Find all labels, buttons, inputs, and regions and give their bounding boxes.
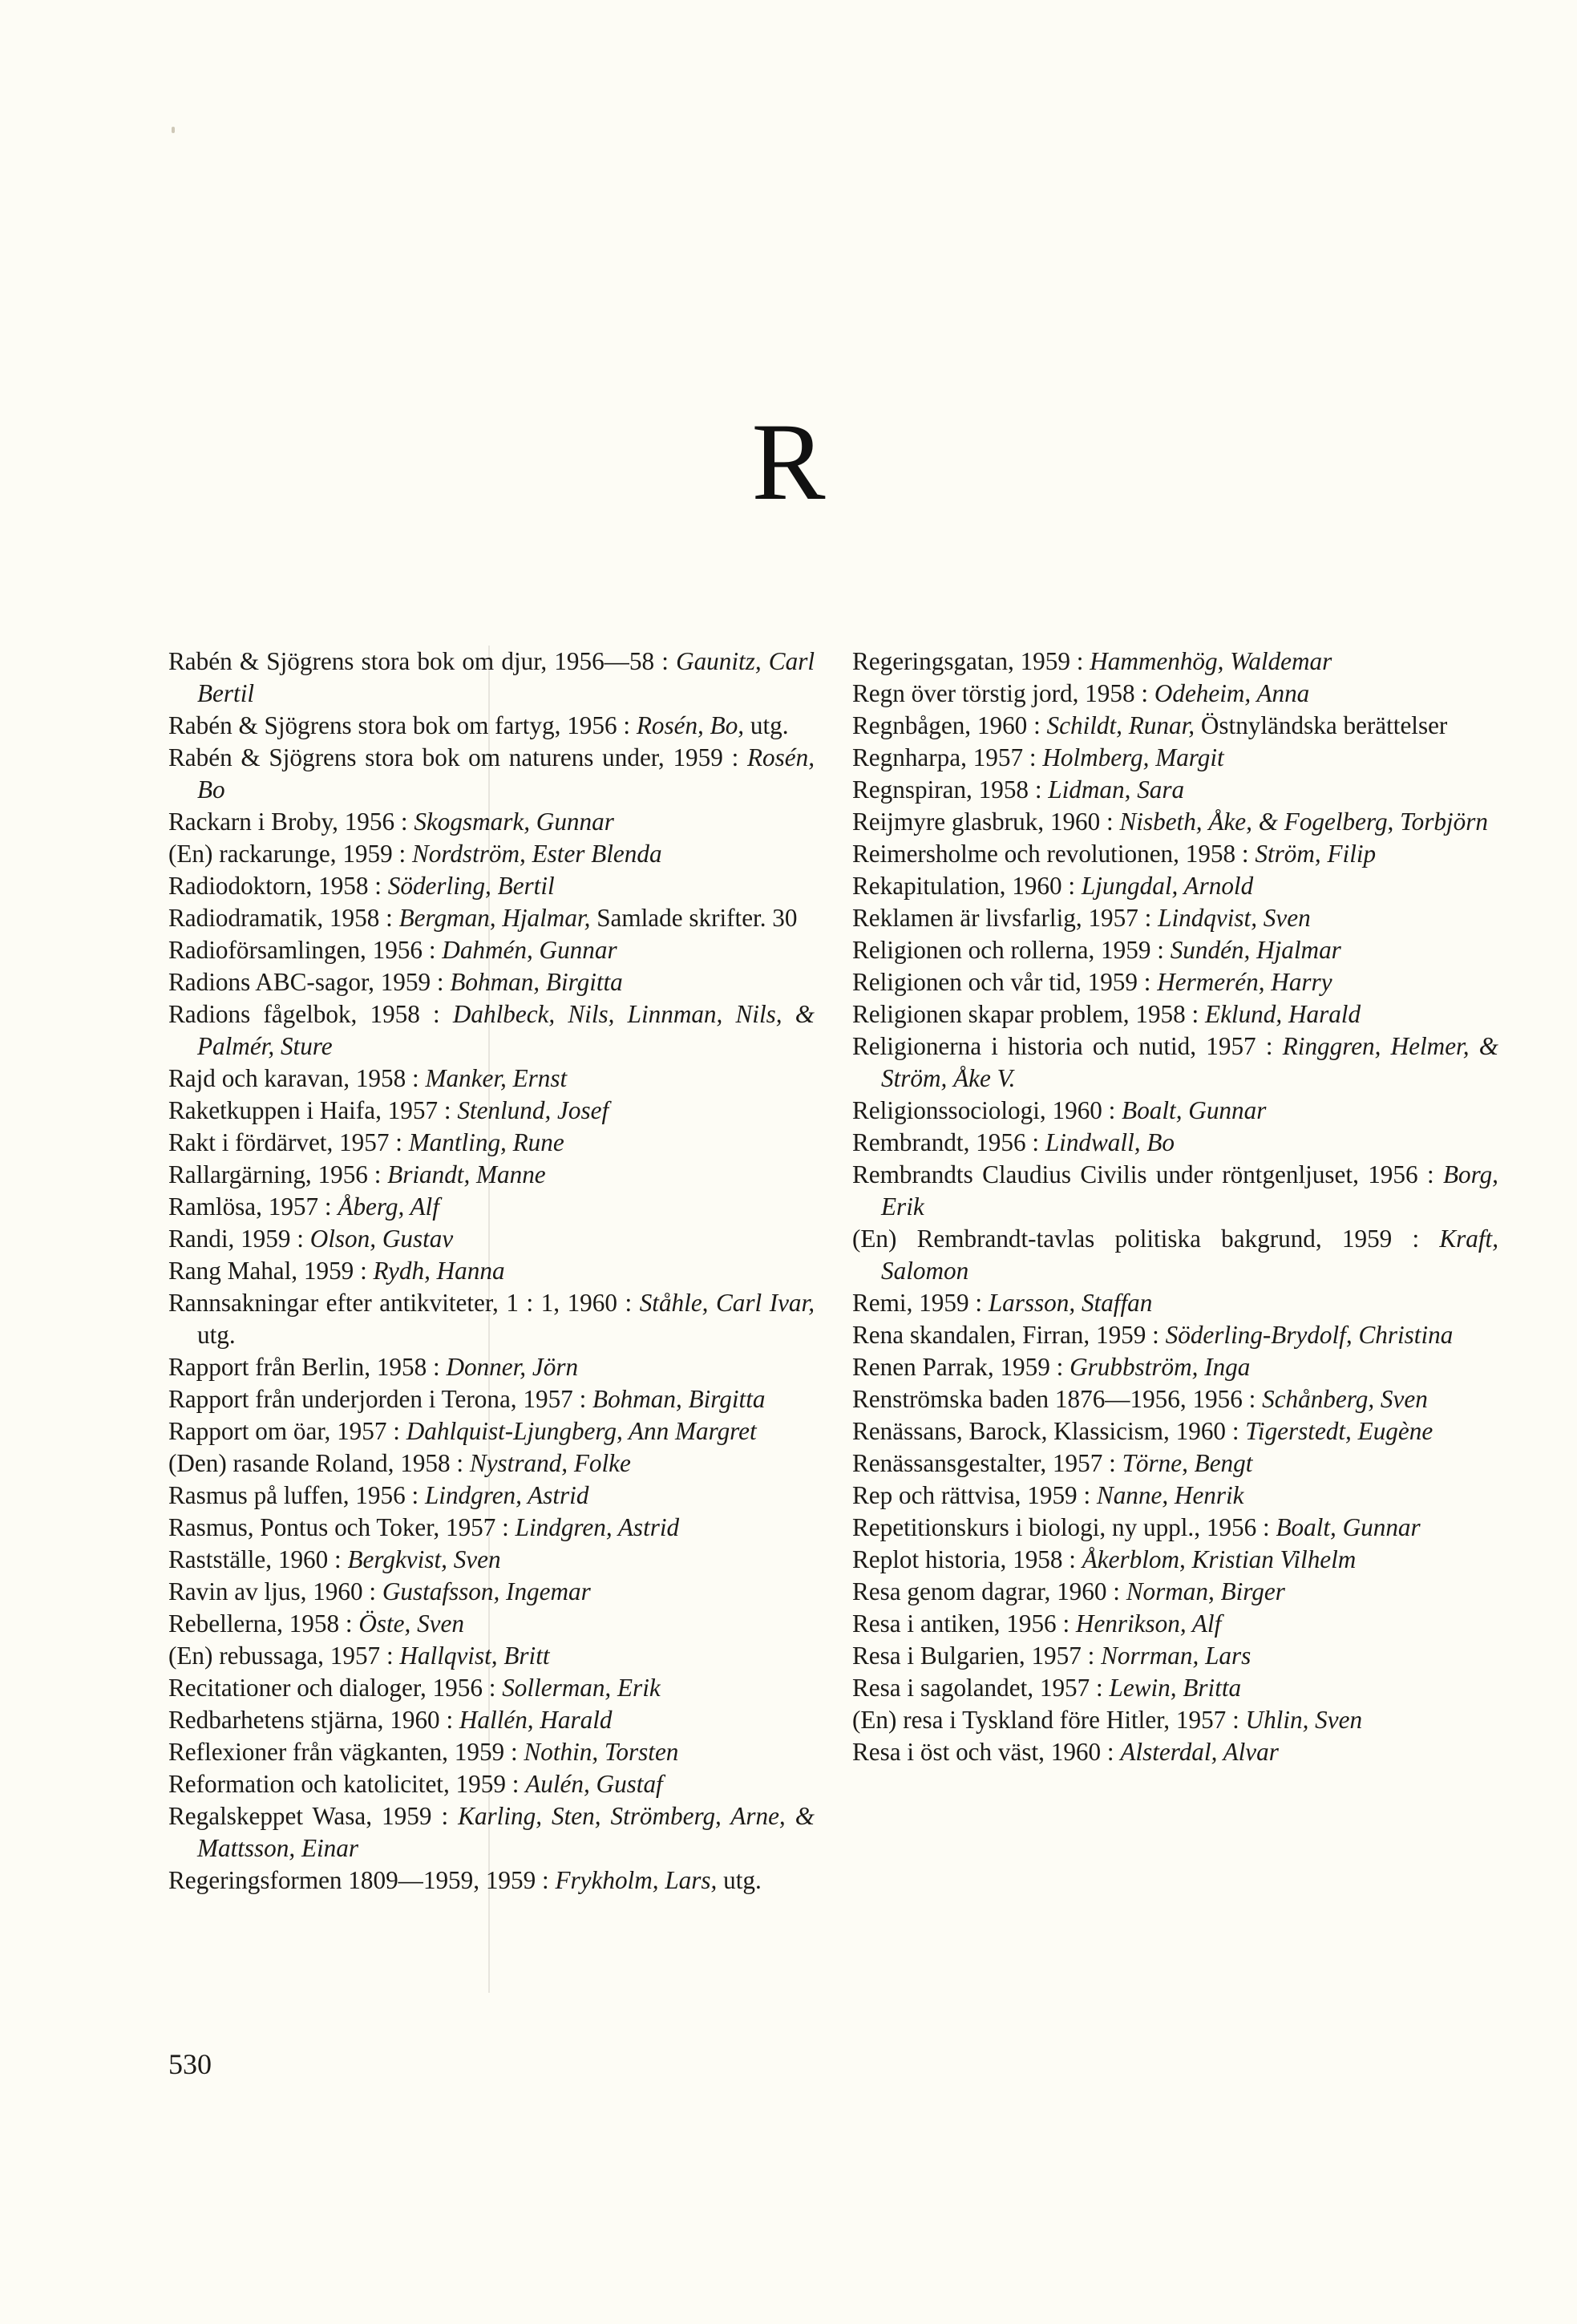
entry-note: utg.	[723, 1866, 762, 1894]
entry-title: Rasmus på luffen, 1956	[168, 1481, 406, 1509]
stray-mark	[172, 127, 175, 133]
entry-title: Rapport om öar, 1957	[168, 1417, 387, 1445]
index-entry: Regalskeppet Wasa, 1959 : Karling, Sten, Strömberg, Arne, & Mattsson, Einar	[168, 1802, 815, 1862]
entry-author: Frykholm, Lars,	[555, 1866, 718, 1894]
entry-author: Uhlin, Sven	[1245, 1706, 1363, 1734]
index-entry: Ramlösa, 1957 : Åberg, Alf	[168, 1192, 439, 1221]
entry-title: Rastställe, 1960	[168, 1545, 329, 1573]
entry-note: Östnyländska berättelser	[1200, 711, 1448, 739]
entry-title: Rang Mahal, 1959	[168, 1257, 354, 1285]
index-entry: Rajd och karavan, 1958 : Manker, Ernst	[168, 1064, 568, 1092]
entry-title: Ravin av ljus, 1960	[168, 1577, 363, 1605]
entry-title: Repetitionskurs i biologi, ny uppl., 1956	[852, 1513, 1257, 1541]
entry-author: Nystrand, Folke	[469, 1449, 631, 1477]
entry-author: Nisbeth, Åke, & Fogelberg, Torbjörn	[1119, 808, 1488, 836]
entry-author: Dahlquist-Ljungberg, Ann Margret	[406, 1417, 757, 1445]
entry-author: Bergkvist, Sven	[347, 1545, 501, 1573]
entry-author: Bohman, Birgitta	[592, 1385, 766, 1413]
entry-title: Religionssociologi, 1960	[852, 1096, 1102, 1124]
index-entry: Reflexioner från vägkanten, 1959 : Nothin, Torsten	[168, 1738, 679, 1766]
entry-title: Resa i Bulgarien, 1957	[852, 1642, 1082, 1670]
index-entry: Religionerna i historia och nutid, 1957 : Ringgren, Helmer, & Ström, Åke V.	[852, 1032, 1498, 1092]
entry-title: (En) rackarunge, 1959	[168, 840, 393, 868]
entry-title: (Den) rasande Roland, 1958	[168, 1449, 451, 1477]
index-entry: Rapport från Berlin, 1958 : Donner, Jörn	[168, 1353, 579, 1381]
index-entry: Rakt i fördärvet, 1957 : Mantling, Rune	[168, 1128, 564, 1156]
entry-author: Aulén, Gustaf	[525, 1770, 663, 1798]
entry-title: Religionen och vår tid, 1959	[852, 968, 1138, 996]
entry-author: Kraft, Salomon	[881, 1225, 1498, 1285]
index-entry: Resa i Bulgarien, 1957 : Norrman, Lars	[852, 1642, 1251, 1670]
index-entry: Rapport om öar, 1957 : Dahlquist-Ljungberg, Ann Margret	[168, 1417, 757, 1445]
index-entry: Rasmus, Pontus och Toker, 1957 : Lindgren, Astrid	[168, 1513, 680, 1541]
index-entry: Radions fågelbok, 1958 : Dahlbeck, Nils, Linnman, Nils, & Palmér, Sture	[168, 1000, 815, 1060]
entry-title: Rabén & Sjögrens stora bok om djur, 1956—58	[168, 647, 655, 675]
index-entry: (En) rackarunge, 1959 : Nordström, Ester Blenda	[168, 840, 662, 868]
index-entry: Rembrandts Claudius Civilis under röntgenljuset, 1956 : Borg, Erik	[852, 1160, 1498, 1221]
index-entry: Resa i öst och väst, 1960 : Alsterdal, Alvar	[852, 1738, 1279, 1766]
index-entry: Religionen och vår tid, 1959 : Hermerén, Harry	[852, 968, 1332, 996]
entry-title: Regnharpa, 1957	[852, 743, 1024, 771]
index-entry: Renen Parrak, 1959 : Grubbström, Inga	[852, 1353, 1251, 1381]
entry-author: Briandt, Manne	[387, 1160, 546, 1188]
entry-author: Hallqvist, Britt	[399, 1642, 550, 1670]
entry-author: Dahlbeck, Nils, Linnman, Nils, & Palmér, Sture	[197, 1000, 815, 1060]
entry-title: Rasmus, Pontus och Toker, 1957	[168, 1513, 496, 1541]
index-entry: Regnspiran, 1958 : Lidman, Sara	[852, 775, 1185, 804]
entry-title: Regeringsgatan, 1959	[852, 647, 1070, 675]
entry-author: Sundén, Hjalmar	[1170, 936, 1341, 964]
entry-author: Hammenhög, Waldemar	[1090, 647, 1332, 675]
index-entry: Renässansgestalter, 1957 : Törne, Bengt	[852, 1449, 1253, 1477]
entry-author: Grubbström, Inga	[1070, 1353, 1251, 1381]
index-entry: (En) rebussaga, 1957 : Hallqvist, Britt	[168, 1642, 550, 1670]
index-entry: Rembrandt, 1956 : Lindwall, Bo	[852, 1128, 1175, 1156]
entry-author: Nothin, Torsten	[524, 1738, 679, 1766]
entry-author: Bohman, Birgitta	[450, 968, 623, 996]
entry-title: Rabén & Sjögrens stora bok om fartyg, 1956	[168, 711, 617, 739]
index-entry: Regn över törstig jord, 1958 : Odeheim, Anna	[852, 679, 1310, 707]
index-entry: Religionssociologi, 1960 : Boalt, Gunnar	[852, 1096, 1267, 1124]
entry-title: Radions ABC-sagor, 1959	[168, 968, 431, 996]
index-entry: Raketkuppen i Haifa, 1957 : Stenlund, Josef	[168, 1096, 609, 1124]
entry-author: Ljungdal, Arnold	[1081, 872, 1254, 900]
entry-author: Öste, Sven	[358, 1609, 464, 1638]
section-letter: R	[751, 400, 826, 524]
entry-title: (En) Rembrandt-tavlas politiska bakgrund, 1959	[852, 1225, 1393, 1253]
entry-author: Rydh, Hanna	[373, 1257, 505, 1285]
entry-author: Schildt, Runar,	[1046, 711, 1195, 739]
entry-title: Radiodramatik, 1958	[168, 904, 380, 932]
index-entry: Rabén & Sjögrens stora bok om djur, 1956—58 : Gaunitz, Carl Bertil	[168, 647, 815, 707]
index-entry: (En) resa i Tyskland före Hitler, 1957 : Uhlin, Sven	[852, 1706, 1363, 1734]
entry-author: Gaunitz, Carl Bertil	[197, 647, 815, 707]
entry-author: Nanne, Henrik	[1096, 1481, 1244, 1509]
index-entry: Rapport från underjorden i Terona, 1957 : Bohman, Birgitta	[168, 1385, 766, 1413]
index-entry: Reijmyre glasbruk, 1960 : Nisbeth, Åke, & Fogelberg, Torbjörn	[852, 808, 1488, 836]
entry-author: Manker, Ernst	[425, 1064, 568, 1092]
index-entry: Resa i sagolandet, 1957 : Lewin, Britta	[852, 1674, 1242, 1702]
entry-author: Norrman, Lars	[1101, 1642, 1251, 1670]
entry-title: Rembrandt, 1956	[852, 1128, 1026, 1156]
index-entry: Rang Mahal, 1959 : Rydh, Hanna	[168, 1257, 505, 1285]
entry-title: Rena skandalen, Firran, 1959	[852, 1321, 1146, 1349]
entry-title: Replot historia, 1958	[852, 1545, 1063, 1573]
entry-title: Radiodoktorn, 1958	[168, 872, 369, 900]
entry-title: Randi, 1959	[168, 1225, 291, 1253]
entry-note: utg.	[197, 1321, 236, 1349]
index-entry: Rebellerna, 1958 : Öste, Sven	[168, 1609, 464, 1638]
entry-title: Radioförsamlingen, 1956	[168, 936, 423, 964]
index-entry: Radiodoktorn, 1958 : Söderling, Bertil	[168, 872, 555, 900]
entry-author: Söderling-Brydolf, Christina	[1165, 1321, 1454, 1349]
entry-author: Stenlund, Josef	[457, 1096, 609, 1124]
entry-author: Sollerman, Erik	[502, 1674, 661, 1702]
index-entry: Resa i antiken, 1956 : Henrikson, Alf	[852, 1609, 1222, 1638]
entry-title: (En) rebussaga, 1957	[168, 1642, 381, 1670]
entry-title: Regeringsformen 1809—1959, 1959	[168, 1866, 536, 1894]
index-entry: Rannsakningar efter antikviteter, 1 : 1, 1960 : Ståhle, Carl Ivar, utg.	[168, 1289, 815, 1349]
entry-author: Boalt, Gunnar	[1276, 1513, 1421, 1541]
index-entry: Reformation och katolicitet, 1959 : Aulén, Gustaf	[168, 1770, 663, 1798]
index-entry: Rabén & Sjögrens stora bok om fartyg, 1956 : Rosén, Bo, utg.	[168, 711, 789, 739]
entry-author: Larsson, Staffan	[988, 1289, 1153, 1317]
entry-title: Rembrandts Claudius Civilis under röntgenljuset, 1956	[852, 1160, 1418, 1188]
entry-author: Mantling, Rune	[408, 1128, 564, 1156]
index-entry: Rabén & Sjögrens stora bok om naturens under, 1959 : Rosén, Bo	[168, 743, 815, 804]
index-entry: Rekapitulation, 1960 : Ljungdal, Arnold	[852, 872, 1254, 900]
entry-author: Lidman, Sara	[1048, 775, 1185, 804]
index-entry: Remi, 1959 : Larsson, Staffan	[852, 1289, 1153, 1317]
entry-author: Alsterdal, Alvar	[1120, 1738, 1279, 1766]
index-entry: Religionen och rollerna, 1959 : Sundén, Hjalmar	[852, 936, 1341, 964]
index-entry: Rasmus på luffen, 1956 : Lindgren, Astrid	[168, 1481, 589, 1509]
right-column	[852, 646, 1498, 1768]
entry-title: Religionen och rollerna, 1959	[852, 936, 1151, 964]
entry-author: Odeheim, Anna	[1154, 679, 1310, 707]
entry-title: Reklamen är livsfarlig, 1957	[852, 904, 1138, 932]
entry-title: Rannsakningar efter antikviteter, 1 : 1, 1960	[168, 1289, 617, 1317]
entry-author: Gustafsson, Ingemar	[382, 1577, 591, 1605]
entry-title: Rapport från Berlin, 1958	[168, 1353, 427, 1381]
entry-author: Donner, Jörn	[446, 1353, 579, 1381]
index-entry: Rastställe, 1960 : Bergkvist, Sven	[168, 1545, 501, 1573]
entry-title: Rajd och karavan, 1958	[168, 1064, 406, 1092]
index-entry: Regeringsgatan, 1959 : Hammenhög, Waldemar	[852, 647, 1332, 675]
entry-title: Rackarn i Broby, 1956	[168, 808, 395, 836]
entry-title: Renässans, Barock, Klassicism, 1960	[852, 1417, 1227, 1445]
entry-title: Regn över törstig jord, 1958	[852, 679, 1135, 707]
entry-author: Olson, Gustav	[309, 1225, 454, 1253]
entry-title: Remi, 1959	[852, 1289, 969, 1317]
entry-title: Resa i sagolandet, 1957	[852, 1674, 1090, 1702]
entry-author: Lindqvist, Sven	[1158, 904, 1311, 932]
entry-author: Åberg, Alf	[338, 1192, 439, 1221]
entry-author: Skogsmark, Gunnar	[414, 808, 614, 836]
index-entry: Renströmska baden 1876—1956, 1956 : Schånberg, Sven	[852, 1385, 1428, 1413]
entry-author: Lewin, Britta	[1109, 1674, 1242, 1702]
entry-title: Rebellerna, 1958	[168, 1609, 340, 1638]
entry-title: Renen Parrak, 1959	[852, 1353, 1050, 1381]
index-entry: Radions ABC-sagor, 1959 : Bohman, Birgitta	[168, 968, 623, 996]
index-entry: (Den) rasande Roland, 1958 : Nystrand, Folke	[168, 1449, 631, 1477]
index-entry: Rep och rättvisa, 1959 : Nanne, Henrik	[852, 1481, 1244, 1509]
entry-title: Rekapitulation, 1960	[852, 872, 1062, 900]
index-entry: Radioförsamlingen, 1956 : Dahmén, Gunnar	[168, 936, 617, 964]
index-entry: Reimersholme och revolutionen, 1958 : Ström, Filip	[852, 840, 1377, 868]
entry-note: utg.	[750, 711, 789, 739]
index-entry: Randi, 1959 : Olson, Gustav	[168, 1225, 454, 1253]
entry-title: Resa i öst och väst, 1960	[852, 1738, 1102, 1766]
index-entry: Repetitionskurs i biologi, ny uppl., 1956 : Boalt, Gunnar	[852, 1513, 1421, 1541]
entry-title: Rep och rättvisa, 1959	[852, 1481, 1078, 1509]
index-entry: (En) Rembrandt-tavlas politiska bakgrund, 1959 : Kraft, Salomon	[852, 1225, 1498, 1285]
index-entry: Renässans, Barock, Klassicism, 1960 : Tigerstedt, Eugène	[852, 1417, 1433, 1445]
entry-author: Rosén, Bo,	[636, 711, 745, 739]
entry-note: Samlade skrifter. 30	[596, 904, 798, 932]
entry-title: Rallargärning, 1956	[168, 1160, 368, 1188]
entry-title: Renässansgestalter, 1957	[852, 1449, 1103, 1477]
index-entry: Regeringsformen 1809—1959, 1959 : Frykholm, Lars, utg.	[168, 1866, 762, 1894]
entry-title: Religionerna i historia och nutid, 1957	[852, 1032, 1256, 1060]
entry-author: Åkerblom, Kristian Vilhelm	[1082, 1545, 1357, 1573]
entry-title: Religionen skapar problem, 1958	[852, 1000, 1186, 1028]
entry-title: Ramlösa, 1957	[168, 1192, 319, 1221]
entry-author: Henrikson, Alf	[1075, 1609, 1222, 1638]
entry-title: Regnbågen, 1960	[852, 711, 1028, 739]
entry-title: (En) resa i Tyskland före Hitler, 1957	[852, 1706, 1227, 1734]
entry-author: Söderling, Bertil	[387, 872, 555, 900]
entry-author: Holmberg, Margit	[1042, 743, 1224, 771]
entry-title: Rapport från underjorden i Terona, 1957	[168, 1385, 573, 1413]
entry-title: Raketkuppen i Haifa, 1957	[168, 1096, 439, 1124]
entry-title: Redbarhetens stjärna, 1960	[168, 1706, 440, 1734]
entry-title: Recitationer och dialoger, 1956	[168, 1674, 483, 1702]
index-entry: Ravin av ljus, 1960 : Gustafsson, Ingemar	[168, 1577, 591, 1605]
page-number: 530	[168, 2048, 212, 2080]
entry-author: Dahmén, Gunnar	[442, 936, 617, 964]
entry-author: Hallén, Harald	[459, 1706, 613, 1734]
entry-author: Nordström, Ester Blenda	[411, 840, 662, 868]
index-entry: Religionen skapar problem, 1958 : Eklund, Harald	[852, 1000, 1361, 1028]
entry-author: Lindgren, Astrid	[515, 1513, 680, 1541]
entry-author: Hermerén, Harry	[1157, 968, 1332, 996]
entry-author: Karling, Sten, Strömberg, Arne, & Mattsson, Einar	[197, 1802, 815, 1862]
left-column	[168, 646, 815, 1897]
index-entry: Recitationer och dialoger, 1956 : Sollerman, Erik	[168, 1674, 661, 1702]
entry-author: Ström, Filip	[1255, 840, 1377, 868]
entry-title: Regnspiran, 1958	[852, 775, 1029, 804]
entry-author: Eklund, Harald	[1205, 1000, 1361, 1028]
entry-title: Renströmska baden 1876—1956, 1956	[852, 1385, 1243, 1413]
entry-title: Rabén & Sjögrens stora bok om naturens under, 1959	[168, 743, 723, 771]
entry-title: Rakt i fördärvet, 1957	[168, 1128, 390, 1156]
entry-author: Törne, Bengt	[1122, 1449, 1253, 1477]
entry-author: Ringgren, Helmer, & Ström, Åke V.	[881, 1032, 1498, 1092]
entry-author: Tigerstedt, Eugène	[1245, 1417, 1433, 1445]
index-entry: Rena skandalen, Firran, 1959 : Söderling-Brydolf, Christina	[852, 1321, 1454, 1349]
index-entry: Rallargärning, 1956 : Briandt, Manne	[168, 1160, 546, 1188]
entry-author: Boalt, Gunnar	[1122, 1096, 1267, 1124]
entry-title: Resa i antiken, 1956	[852, 1609, 1057, 1638]
entry-title: Radions fågelbok, 1958	[168, 1000, 420, 1028]
entry-title: Reflexioner från vägkanten, 1959	[168, 1738, 505, 1766]
entry-title: Reijmyre glasbruk, 1960	[852, 808, 1101, 836]
index-entry: Rackarn i Broby, 1956 : Skogsmark, Gunnar	[168, 808, 614, 836]
entry-author: Lindwall, Bo	[1045, 1128, 1175, 1156]
index-entry: Redbarhetens stjärna, 1960 : Hallén, Harald	[168, 1706, 613, 1734]
entry-title: Resa genom dagrar, 1960	[852, 1577, 1107, 1605]
entry-title: Regalskeppet Wasa, 1959	[168, 1802, 432, 1830]
index-entry: Resa genom dagrar, 1960 : Norman, Birger	[852, 1577, 1285, 1605]
entry-author: Bergman, Hjalmar,	[398, 904, 591, 932]
entry-author: Norman, Birger	[1126, 1577, 1285, 1605]
index-entry: Replot historia, 1958 : Åkerblom, Kristian Vilhelm	[852, 1545, 1357, 1573]
index-entry: Regnbågen, 1960 : Schildt, Runar, Östnyländska berättelser	[852, 711, 1448, 739]
entry-title: Reformation och katolicitet, 1959	[168, 1770, 506, 1798]
entry-author: Borg, Erik	[881, 1160, 1498, 1221]
index-entry: Radiodramatik, 1958 : Bergman, Hjalmar, Samlade skrifter. 30	[168, 904, 798, 932]
entry-author: Schånberg, Sven	[1262, 1385, 1428, 1413]
entry-author: Ståhle, Carl Ivar,	[639, 1289, 815, 1317]
index-entry: Regnharpa, 1957 : Holmberg, Margit	[852, 743, 1224, 771]
entry-title: Reimersholme och revolutionen, 1958	[852, 840, 1236, 868]
index-entry: Reklamen är livsfarlig, 1957 : Lindqvist, Sven	[852, 904, 1311, 932]
entry-author: Rosén, Bo	[197, 743, 815, 804]
entry-author: Lindgren, Astrid	[424, 1481, 589, 1509]
